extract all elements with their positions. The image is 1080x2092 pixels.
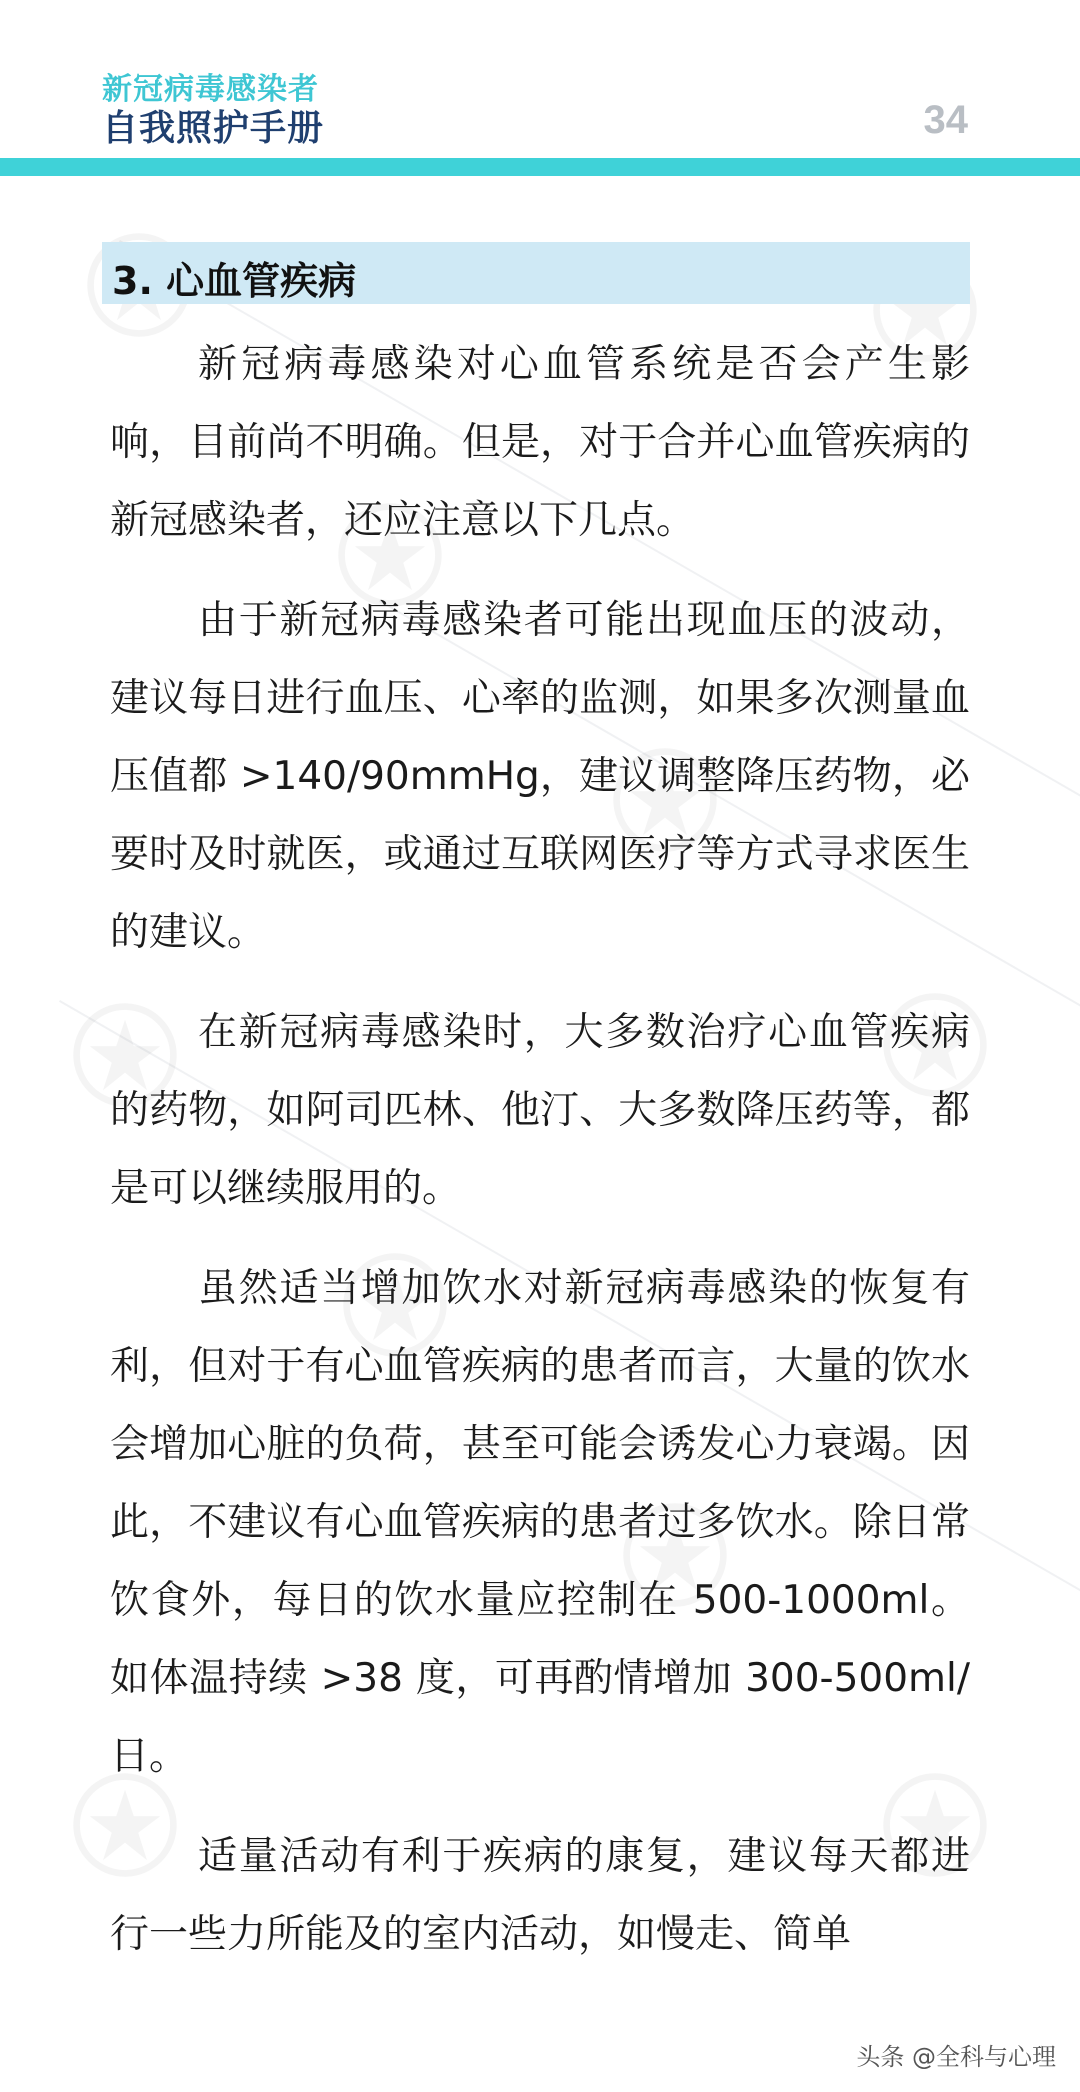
source-watermark: 头条 @全科与心理 xyxy=(856,2043,1056,2071)
page-header xyxy=(0,0,1080,180)
book-title: 自我照护手册 xyxy=(102,108,325,149)
series-title: 新冠病毒感染者 xyxy=(102,72,319,107)
page-number: 34 xyxy=(923,98,968,142)
paragraph: 虽然适当增加饮水对新冠病毒感染的恢复有利，但对于有心血管疾病的患者而言，大量的饮水会增加心脏的负荷，甚至可能会诱发心力衰竭。因此，不建议有心血管疾病的患者过多饮水。除日常饮食外，每日的饮水量应控制在 500-1000ml。如体温持续 >38 度，可再酌情增加 300-500ml/ 日。 xyxy=(110,1266,970,1779)
section-title: 3. 心血管疾病 xyxy=(112,259,357,303)
paragraph: 适量活动有利于疾病的康复，建议每天都进行一些力所能及的室内活动，如慢走、简单 xyxy=(110,1834,970,1957)
section-heading-bar xyxy=(102,242,970,304)
paragraph: 新冠病毒感染对心血管系统是否会产生影响，目前尚不明确。但是，对于合并心血管疾病的新冠感染者，还应注意以下几点。 xyxy=(110,342,970,543)
paragraph: 由于新冠病毒感染者可能出现血压的波动，建议每日进行血压、心率的监测，如果多次测量血压值都 >140/90mmHg，建议调整降压药物，必要时及时就医，或通过互联网医疗等方式寻求医生的建议。 xyxy=(110,598,970,955)
paragraph: 在新冠病毒感染时，大多数治疗心血管疾病的药物，如阿司匹林、他汀、大多数降压药等，都是可以继续服用的。 xyxy=(110,1010,970,1211)
header-band xyxy=(0,158,1080,176)
body-text xyxy=(110,326,970,1996)
